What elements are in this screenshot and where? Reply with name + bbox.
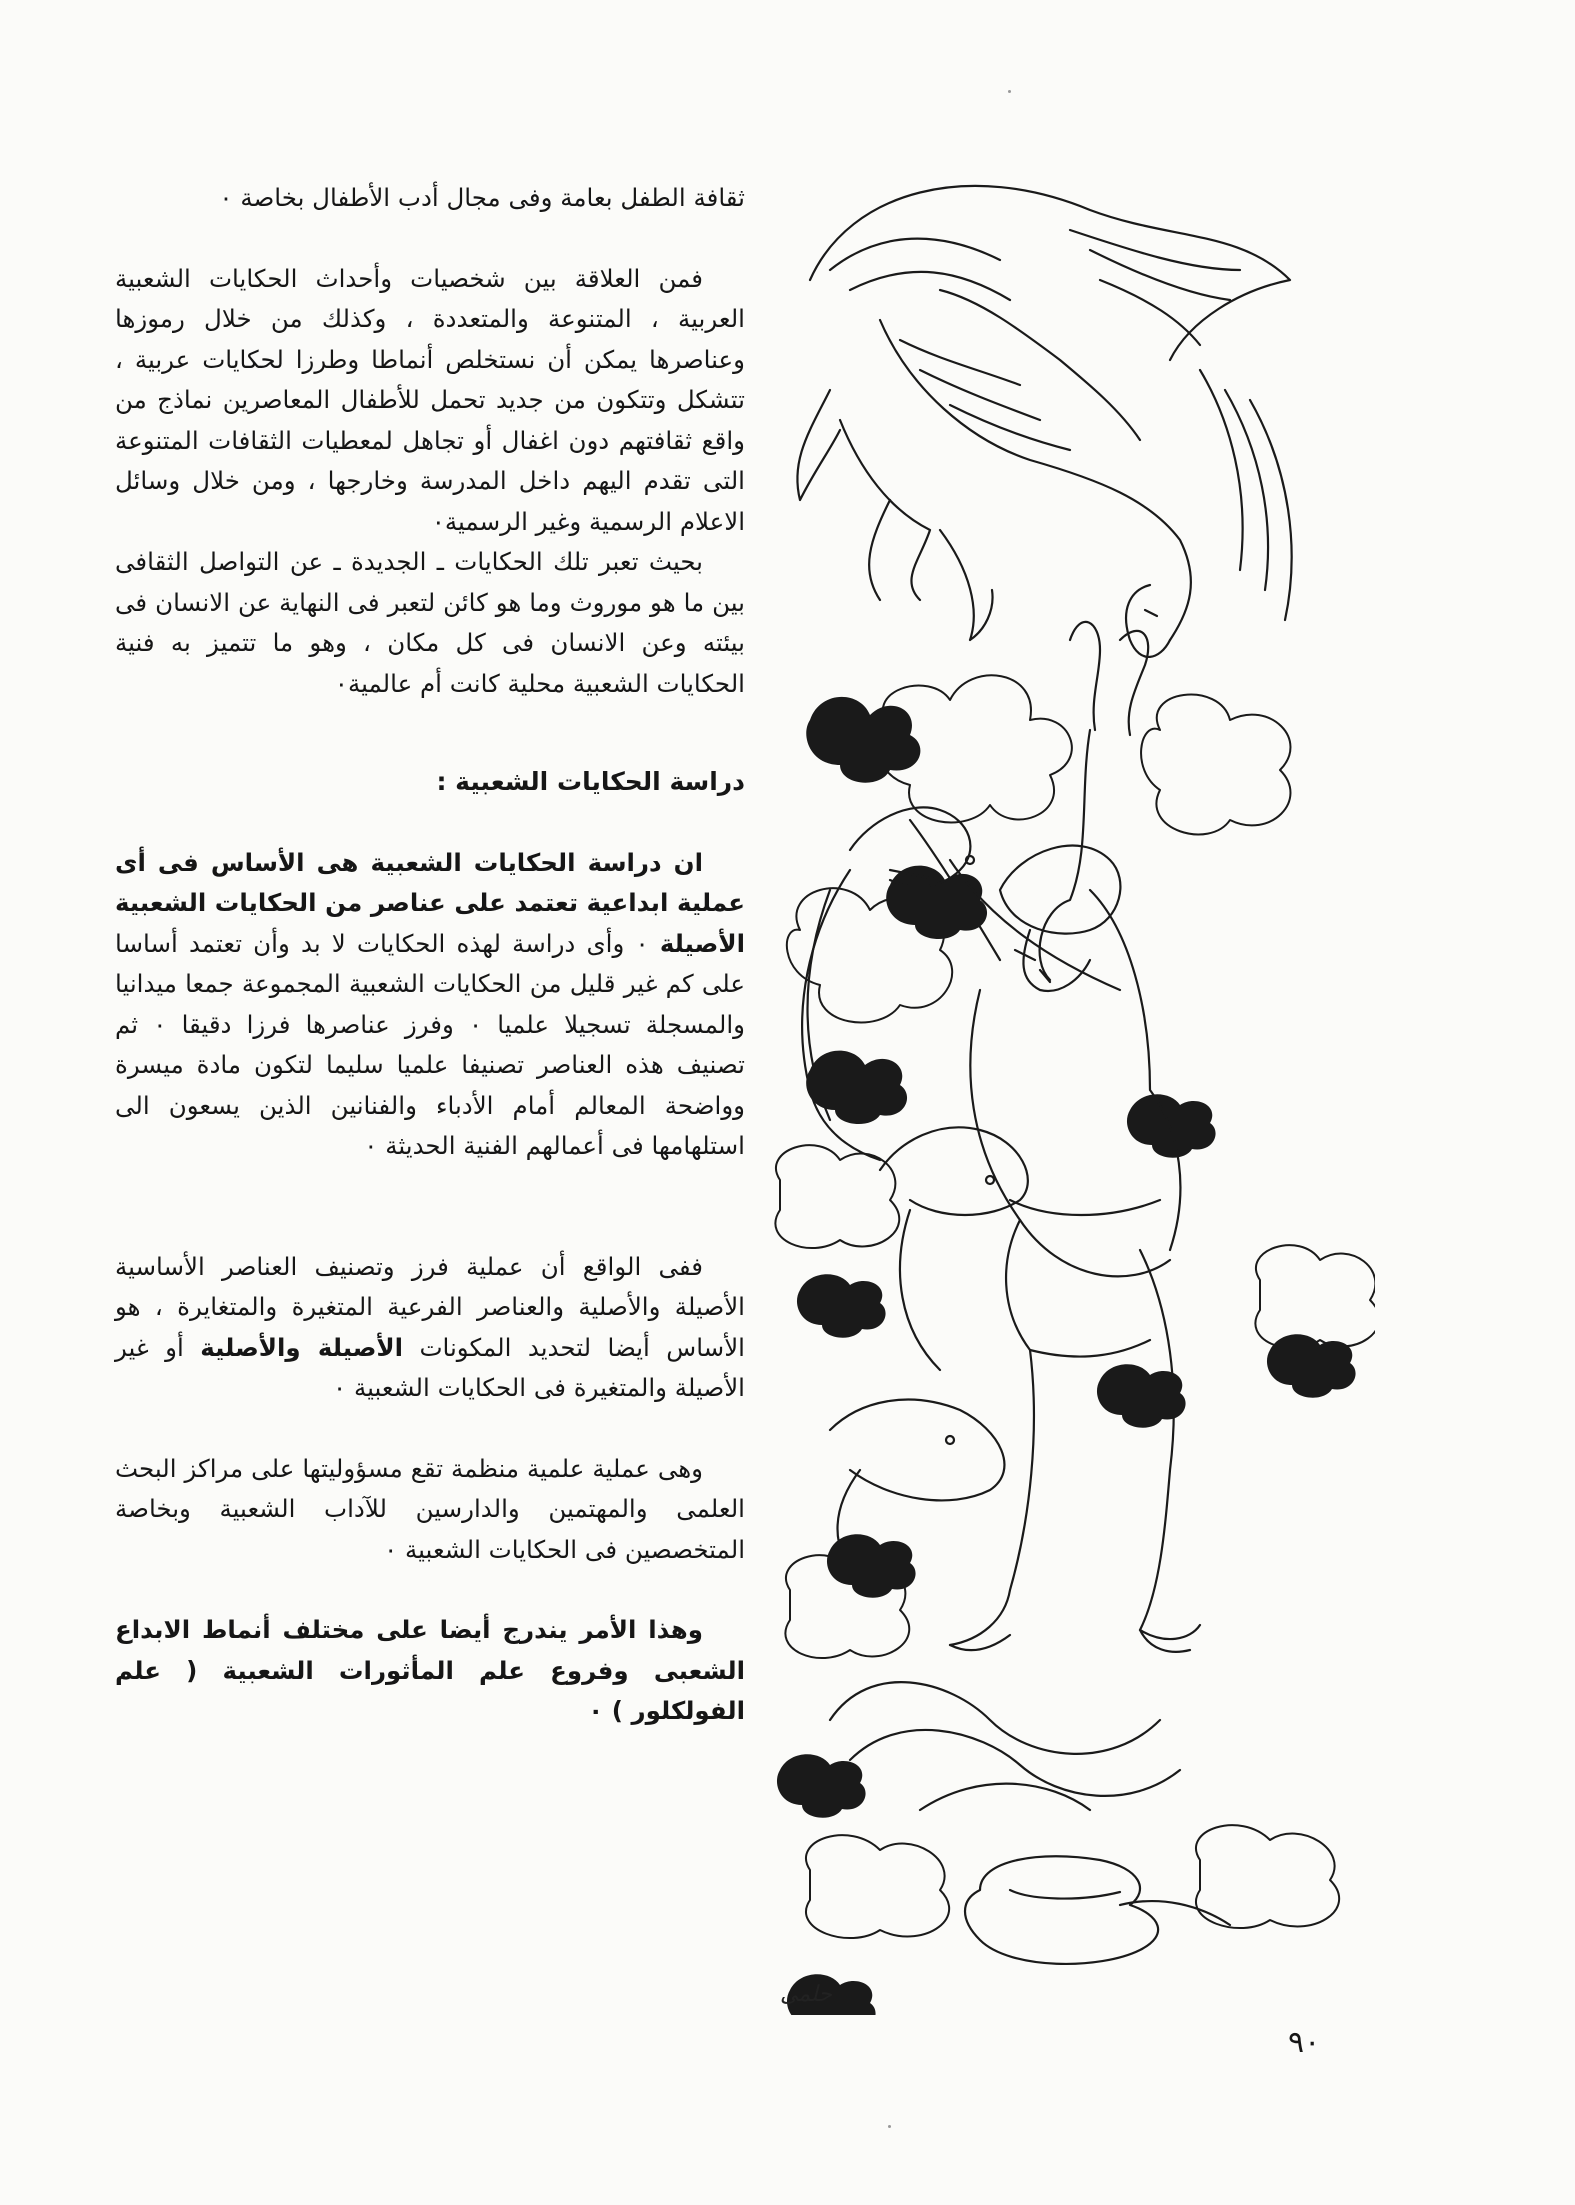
paragraph-4-bold: ان دراسة الحكايات الشعبية هى الأساس فى أى عملية ابداعية تعتمد على عناصر من الحكايات الشعبية الأصيلة (115, 847, 745, 958)
paragraph-1: ثقافة الطفل بعامة وفى مجال أدب الأطفال بخاصة ٠ (219, 183, 745, 212)
paragraph-5 (115, 1247, 745, 1409)
paragraph-5-part-b: أو غير الأصيلة والمتغيرة فى الحكايات الشعبية ٠ (115, 1332, 745, 1402)
paragraph-2: فمن العلاقة بين شخصيات وأحداث الحكايات الشعبية العربية ، المتنوعة والمتعددة ، وكذلك من خلال رموزها وعناصرها يمكن أن نستخلص أنماطا وطرزا لحكايات عربية ، تتشكل وتتكون من جديد تحمل للأطفال المعاصرين نماذج من واقع ثقافتهم دون اغفال أو تجاهل لمعطيات الثقافات المتنوعة التى تقدم اليهم داخل المدرسة وخارجها ، ومن خلال وسائل الاعلام الرسمية وغير الرسمية٠ (115, 263, 745, 536)
artist-signature: حلمى (780, 1982, 832, 2007)
paragraph-5-part-a: ففى الواقع أن عملية فرز وتصنيف العناصر الأساسية الأصيلة والأصلية والعناصر الفرعية المتغيرة والمتغايرة ، هو الأساس أيضا لتحديد المكونات (115, 1251, 745, 1362)
article-text-column (115, 178, 745, 1732)
oil-lamp (830, 1682, 1230, 1964)
eagle-drawing (797, 186, 1291, 657)
paragraph-5-bold: الأصيلة والأصلية (200, 1332, 404, 1362)
paragraph-3: بحيث تعبر تلك الحكايات ـ الجديدة ـ عن التواصل الثقافى بين ما هو موروث وما هو كائن لتعبر فى النهاية عن الانسان فى بيئته وعن الانسان فى كل مكان ، وهو ما تتميز به فنية الحكايات الشعبية محلية كانت أم عالمية٠ (115, 547, 745, 698)
paragraph-4 (115, 843, 745, 1167)
section-heading: دراسة الحكايات الشعبية : (436, 767, 745, 796)
scan-speck (1008, 90, 1011, 93)
paragraph-6: وهى عملية علمية منظمة تقع مسؤوليتها على مراكز البحث العلمى والمهتمين والدارسين للآداب الشعبية وبخاصة المتخصصين فى الحكايات الشعبية ٠ (115, 1453, 745, 1564)
page-number: ٩٠ (1288, 2025, 1321, 2060)
scan-speck (888, 2125, 891, 2128)
paragraph-7: وهذا الأمر يندرج أيضا على مختلف أنماط الابداع الشعبى وفروع علم المأثورات الشعبية ( علم الفولكلور ) ٠ (115, 1615, 745, 1725)
paragraph-4-rest: ٠ وأى دراسة لهذه الحكايات لا بد وأن تعتمد أساسا على كم غير قليل من الحكايات الشعبية المجموعة جمعا ميدانيا والمسجلة تسجيلا علميا ٠ وفرز عناصرها فرزا دقيقا ٠ ثم تصنيف هذه العناصر تصنيفا علميا سليما لتكون مادة ميسرة وواضحة المعالم أمام الأدباء والفنانين الذين يسعون الى استلهامها فى أعمالهم الفنية الحديثة ٠ (115, 928, 745, 1160)
illustration-eagle-dragons-man (770, 170, 1375, 2015)
